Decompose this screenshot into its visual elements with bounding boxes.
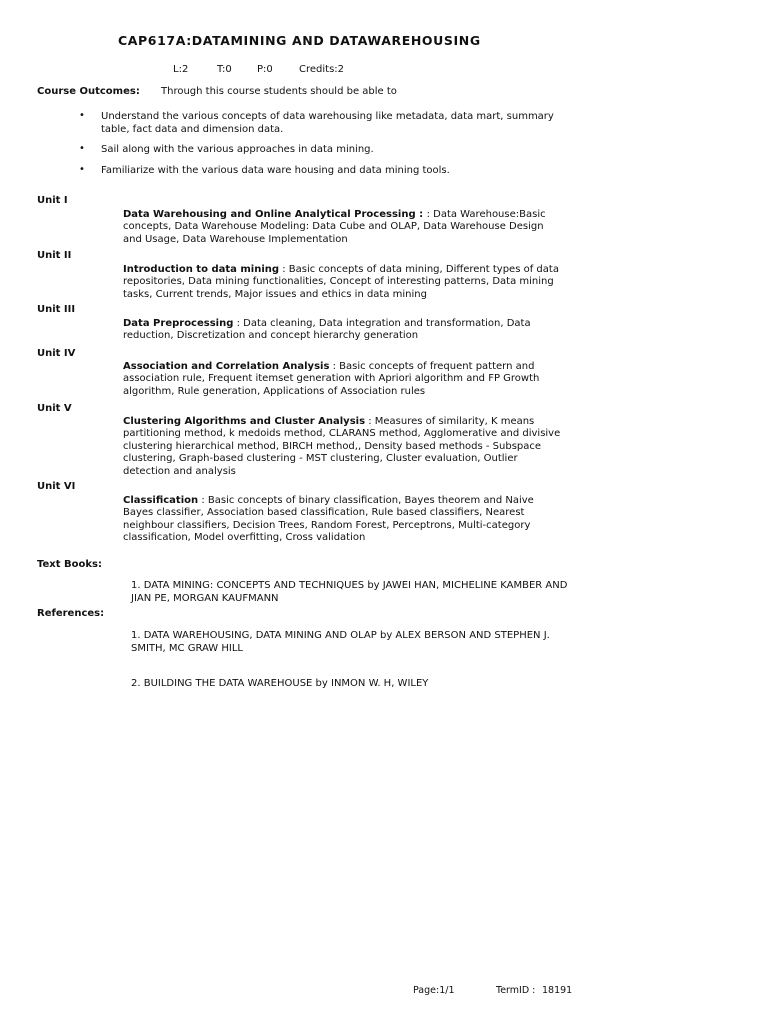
- unit-label: Unit I: [37, 195, 68, 206]
- course-outcomes-label: Course Outcomes:: [37, 86, 140, 97]
- unit-description: [123, 361, 563, 398]
- tutorial-hours: T:0: [217, 64, 232, 75]
- unit-text: : Data cleaning, Data integration and transformation, Data reduction, Discretization and concept hierarchy generation: [123, 318, 531, 342]
- unit-text: : Data Warehouse:Basic concepts, Data Warehouse Modeling: Data Cube and OLAP, Data Warehouse Design and Usage, Data Warehouse Implementation: [123, 209, 546, 245]
- unit-description: [123, 209, 563, 246]
- unit-label: Unit VI: [37, 481, 76, 492]
- bullet-icon: •: [79, 110, 85, 121]
- references-label: References:: [37, 608, 105, 619]
- unit-label: Unit III: [37, 304, 76, 315]
- unit-heading: Classification: [123, 495, 199, 506]
- unit-text: : Measures of similarity, K means partitioning method, k medoids method, CLARANS method, Agglomerative and divisive clustering hierarchical method, BIRCH method,, Density based methods - Subspace clustering, Graph-based clustering - MST clustering, Cluster evaluation, Outlier detection and analysis: [123, 416, 561, 477]
- unit-label: Unit V: [37, 403, 72, 414]
- textbooks-label: Text Books:: [37, 559, 102, 570]
- unit-heading: Association and Correlation Analysis: [123, 361, 330, 372]
- unit-description: [123, 495, 563, 545]
- outcome-item: Understand the various concepts of data warehousing like metadata, data mart, summary table, fact data and dimension data.: [101, 111, 554, 135]
- course-outcomes-intro: Through this course students should be able to: [161, 86, 397, 97]
- outcome-item: Familiarize with the various data ware housing and data mining tools.: [101, 165, 450, 176]
- page-number: Page:1/1: [413, 985, 455, 996]
- term-id-label: TermID :: [496, 985, 536, 996]
- unit-heading: Data Warehousing and Online Analytical Processing :: [123, 209, 427, 220]
- practical-hours: P:0: [257, 64, 273, 75]
- bullet-icon: •: [79, 164, 85, 175]
- lecture-hours: L:2: [173, 64, 189, 75]
- unit-heading: Data Preprocessing: [123, 318, 234, 329]
- document-title: CAP617A:DATAMINING AND DATAWAREHOUSING: [118, 33, 481, 48]
- unit-description: [123, 264, 563, 301]
- credits: Credits:2: [299, 64, 345, 75]
- unit-text: : Basic concepts of binary classification, Bayes theorem and Naive Bayes classifier, Association based classification, Rule based classifiers, Nearest neighbour classifiers, Decision Trees, Random Forest, Perceptrons, Multi-category classification, Model overfitting, Cross validation: [123, 495, 534, 544]
- reference-item: 1. DATA WAREHOUSING, DATA MINING AND OLAP by ALEX BERSON AND STEPHEN J. SMITH, MC GRAW HILL: [131, 630, 550, 654]
- unit-heading: Introduction to data mining: [123, 264, 280, 275]
- unit-label: Unit II: [37, 250, 72, 261]
- unit-label: Unit IV: [37, 348, 76, 359]
- unit-description: [123, 416, 563, 478]
- unit-text: : Basic concepts of data mining, Different types of data repositories, Data mining functionalities, Concept of interesting patterns, Data mining tasks, Current trends, Major issues and ethics in data mining: [123, 264, 559, 300]
- reference-item: 2. BUILDING THE DATA WAREHOUSE by INMON W. H, WILEY: [131, 678, 429, 689]
- bullet-icon: •: [79, 143, 85, 154]
- outcome-item: Sail along with the various approaches in data mining.: [101, 144, 374, 155]
- term-id-value: 18191: [542, 985, 573, 996]
- unit-heading: Clustering Algorithms and Cluster Analysis: [123, 416, 366, 427]
- unit-text: : Basic concepts of frequent pattern and association rule, Frequent itemset generation with Apriori algorithm and FP Growth algorithm, Rule generation, Applications of Association rules: [123, 361, 540, 397]
- unit-description: [123, 318, 563, 343]
- textbook-item: 1. DATA MINING: CONCEPTS AND TECHNIQUES by JAWEI HAN, MICHELINE KAMBER AND JIAN PE, MORGAN KAUFMANN: [131, 580, 568, 604]
